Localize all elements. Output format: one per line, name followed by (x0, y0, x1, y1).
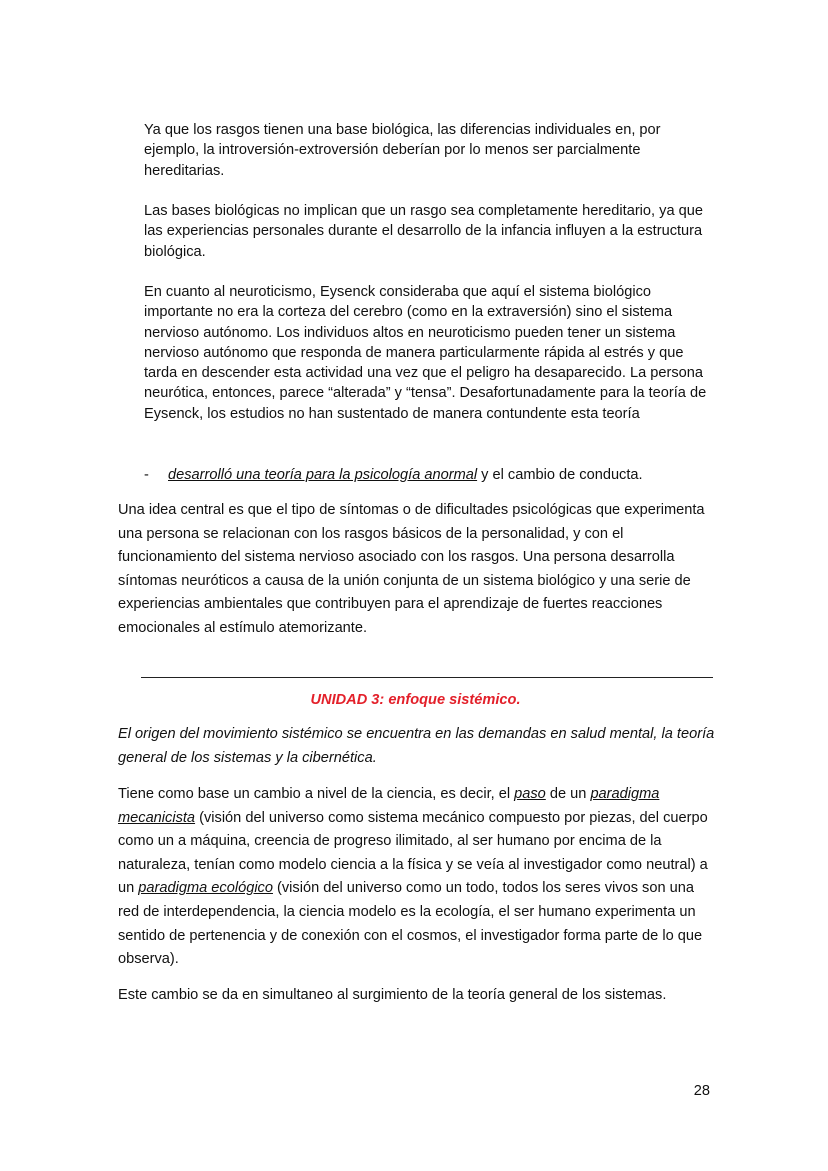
paradigm-text: (visión del universo como sistema mecánico compuesto por piezas, del cuerpo como un a máquina, creencia de progreso ilimitado, al ser humano por encima de la naturaleza, tenían como modelo ciencia a la física y se veía al investigador como neutral) a un (118, 809, 708, 897)
paragraph-heredity (144, 120, 714, 181)
paragraph-text: En cuanto al neuroticismo, Eysenck consideraba que aquí el sistema biológico importante no era la corteza del cerebro (como en la extraversión) sino el sistema nervioso autónomo. Los individuos altos en neuroticismo pueden tener un sistema nervioso autónomo que responda de manera particularmente rápida al estrés y que tarda en descender esta actividad una vez que el peligro ha desaparecido. La persona neurótica, entonces, parece “alterada” y “tensa”. Desafortunadamente para la teoría de Eysenck, los estudios no han sustentado de manera contundente esta teoría (144, 284, 707, 422)
underlined-term: paradigma mecanicista (118, 786, 660, 826)
paradigm-text: de un (545, 786, 591, 802)
paragraph-text: Las bases biológicas no implican que un rasgo sea completamente hereditario, ya que las experiencias personales durante el desarrollo de la infancia influyen a la estructura biológica. (144, 203, 703, 260)
section-divider (141, 677, 713, 678)
paragraph-paradigm (118, 783, 718, 972)
unit-title: UNIDAD 3: enfoque sistémico. (310, 692, 521, 708)
paradigm-text: Tiene como base un cambio a nivel de la ciencia, es decir, el (118, 786, 515, 802)
paragraph-intro-italic: El origen del movimiento sistémico se encuentra en las demandas en salud mental, la teoría general de los sistemas y la cibernética. (118, 726, 715, 766)
paragraph-biological-bases (144, 201, 714, 262)
bullet-marker: - (144, 467, 149, 483)
paragraph-neuroticism (144, 282, 714, 424)
paragraph-text: Ya que los rasgos tienen una base biológica, las diferencias individuales en, por ejemplo, la introversión-extroversión deberían por lo menos ser parcialmente hereditarias. (144, 122, 661, 179)
bullet-text: y el cambio de conducta. (477, 467, 643, 483)
page-number: 28 (693, 1083, 710, 1099)
paragraph-central-idea: Una idea central es que el tipo de síntomas o de dificultades psicológicas que experimenta una persona se relacionan con los rasgos básicos de la personalidad, y con el funcionamiento del sistema nervioso asociado con los rasgos. Una persona desarrolla síntomas neuróticos a causa de la unión conjunta de un sistema biológico y una serie de experiencias ambientales que contribuyen para el aprendizaje de fuertes reacciones emocionales al estímulo atemorizante. (118, 502, 705, 636)
bullet-item (144, 465, 724, 485)
paradigm-text: (visión del universo como un todo, todos los seres vivos son una red de interdependencia, la ciencia modelo es la ecología, el ser humano experimenta un sentido de pertenencia y de conexión con el cosmos, el investigador forma parte de lo que observa). (118, 880, 703, 968)
paragraph-closing: Este cambio se da en simultaneo al surgimiento de la teoría general de los sistemas. (118, 987, 667, 1003)
underlined-term: paso (514, 786, 546, 802)
underlined-term: paradigma ecológico (138, 880, 273, 897)
bullet-emphasis: desarrolló una teoría para la psicología anormal (168, 467, 478, 483)
